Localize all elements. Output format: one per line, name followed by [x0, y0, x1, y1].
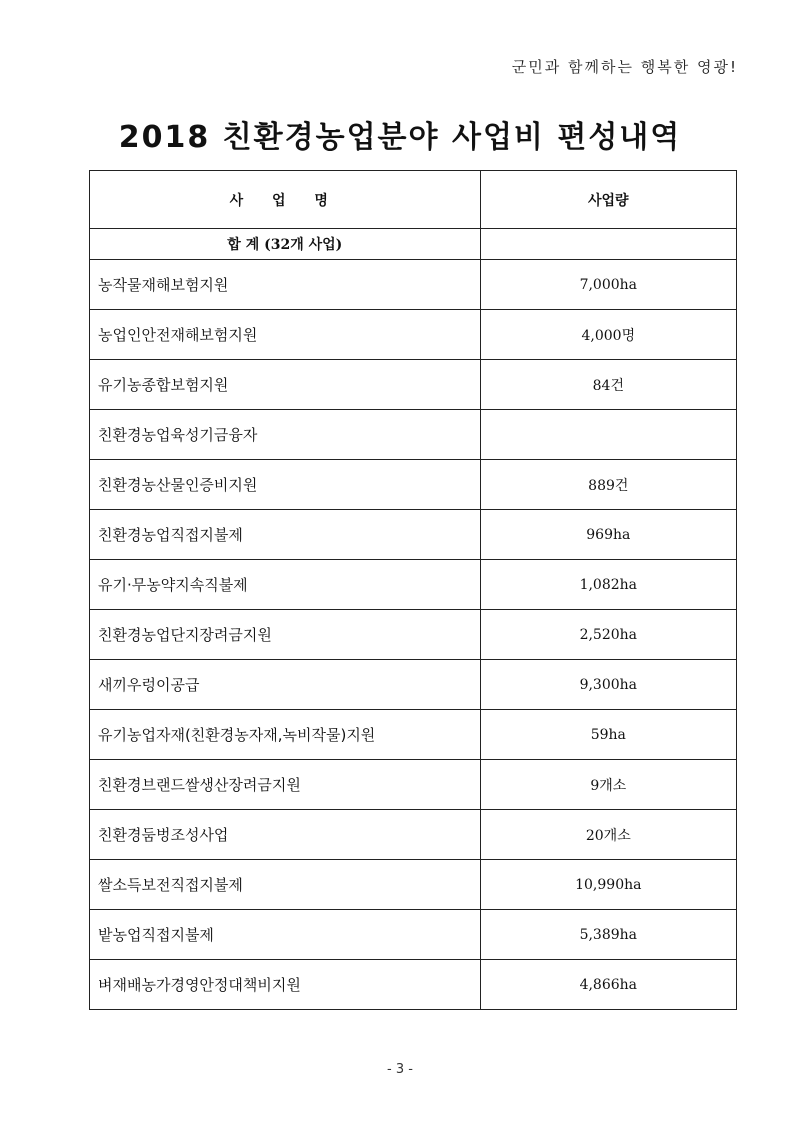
- table-row: [90, 910, 737, 960]
- project-quantity: [480, 410, 736, 460]
- total-quantity-cell: [480, 229, 736, 260]
- project-name-cell: [90, 810, 481, 860]
- project-name-cell: [90, 310, 481, 360]
- project-name-cell: [90, 510, 481, 560]
- total-row: [90, 229, 737, 260]
- project-name: 유기농업자재(친환경농자재,녹비작물)지원: [98, 726, 376, 744]
- project-quantity: 84건: [480, 360, 736, 410]
- project-name-cell: [90, 910, 481, 960]
- table-row: [90, 960, 737, 1010]
- project-quantity: 5,389ha: [480, 910, 736, 960]
- project-quantity: 889건: [480, 460, 736, 510]
- budget-table: [89, 170, 737, 1010]
- project-name-cell: [90, 660, 481, 710]
- column-header-quantity: 사업량: [480, 171, 736, 229]
- project-quantity: 4,000명: [480, 310, 736, 360]
- table-body: [90, 260, 737, 1010]
- project-name-cell: [90, 260, 481, 310]
- table-row: [90, 510, 737, 560]
- project-name: 농업인안전재해보험지원: [98, 326, 258, 344]
- project-name-cell: [90, 710, 481, 760]
- project-name-cell: [90, 560, 481, 610]
- project-name: 벼재배농가경영안정대책비지원: [98, 976, 301, 994]
- total-label: 합 계 (32개 사업): [90, 229, 481, 260]
- table-row: [90, 860, 737, 910]
- project-name: 친환경농업직접지불제: [98, 526, 243, 544]
- project-name: 유기·무농약지속직불제: [98, 576, 248, 594]
- project-quantity: 9,300ha: [480, 660, 736, 710]
- table-row: [90, 610, 737, 660]
- table-row: [90, 810, 737, 860]
- project-quantity: 4,866ha: [480, 960, 736, 1010]
- table-row: [90, 660, 737, 710]
- project-name-cell: [90, 360, 481, 410]
- project-name: 친환경농산물인증비지원: [98, 476, 258, 494]
- project-quantity: 1,082ha: [480, 560, 736, 610]
- table-row: [90, 710, 737, 760]
- project-name-cell: [90, 410, 481, 460]
- project-name-cell: [90, 610, 481, 660]
- project-name: 농작물재해보험지원: [98, 276, 229, 294]
- project-name: 친환경농업육성기금융자: [98, 425, 258, 444]
- project-name: 유기농종합보험지원: [98, 376, 229, 394]
- project-quantity: 9개소: [480, 760, 736, 810]
- table-row: [90, 310, 737, 360]
- table-row: [90, 360, 737, 410]
- project-name: 친환경농업단지장려금지원: [98, 626, 272, 644]
- table-row: [90, 560, 737, 610]
- document-title: 2018 친환경농업분야 사업비 편성내역: [118, 120, 682, 155]
- project-quantity: 969ha: [480, 510, 736, 560]
- project-quantity: 10,990ha: [480, 860, 736, 910]
- column-header-project-name: 사 업 명: [90, 171, 481, 229]
- project-name: 밭농업직접지불제: [98, 926, 214, 944]
- table-row: [90, 760, 737, 810]
- page-number: - 3 -: [387, 1062, 413, 1077]
- table-row: [90, 260, 737, 310]
- project-name-cell: [90, 960, 481, 1010]
- project-quantity: 59ha: [480, 710, 736, 760]
- project-name-cell: [90, 460, 481, 510]
- project-quantity: 7,000ha: [480, 260, 736, 310]
- table-row: [90, 460, 737, 510]
- project-name: 친환경둠벙조성사업: [98, 826, 229, 844]
- table-row: [90, 410, 737, 460]
- project-quantity: 2,520ha: [480, 610, 736, 660]
- project-name: 친환경브랜드쌀생산장려금지원: [98, 776, 301, 794]
- project-name: 새끼우렁이공급: [98, 676, 200, 694]
- table-header-row: [90, 171, 737, 229]
- project-quantity: 20개소: [480, 810, 736, 860]
- header-slogan: 군민과 함께하는 행복한 영광!: [511, 58, 738, 76]
- project-name-cell: [90, 760, 481, 810]
- project-name-cell: [90, 860, 481, 910]
- project-name: 쌀소득보전직접지불제: [98, 876, 243, 894]
